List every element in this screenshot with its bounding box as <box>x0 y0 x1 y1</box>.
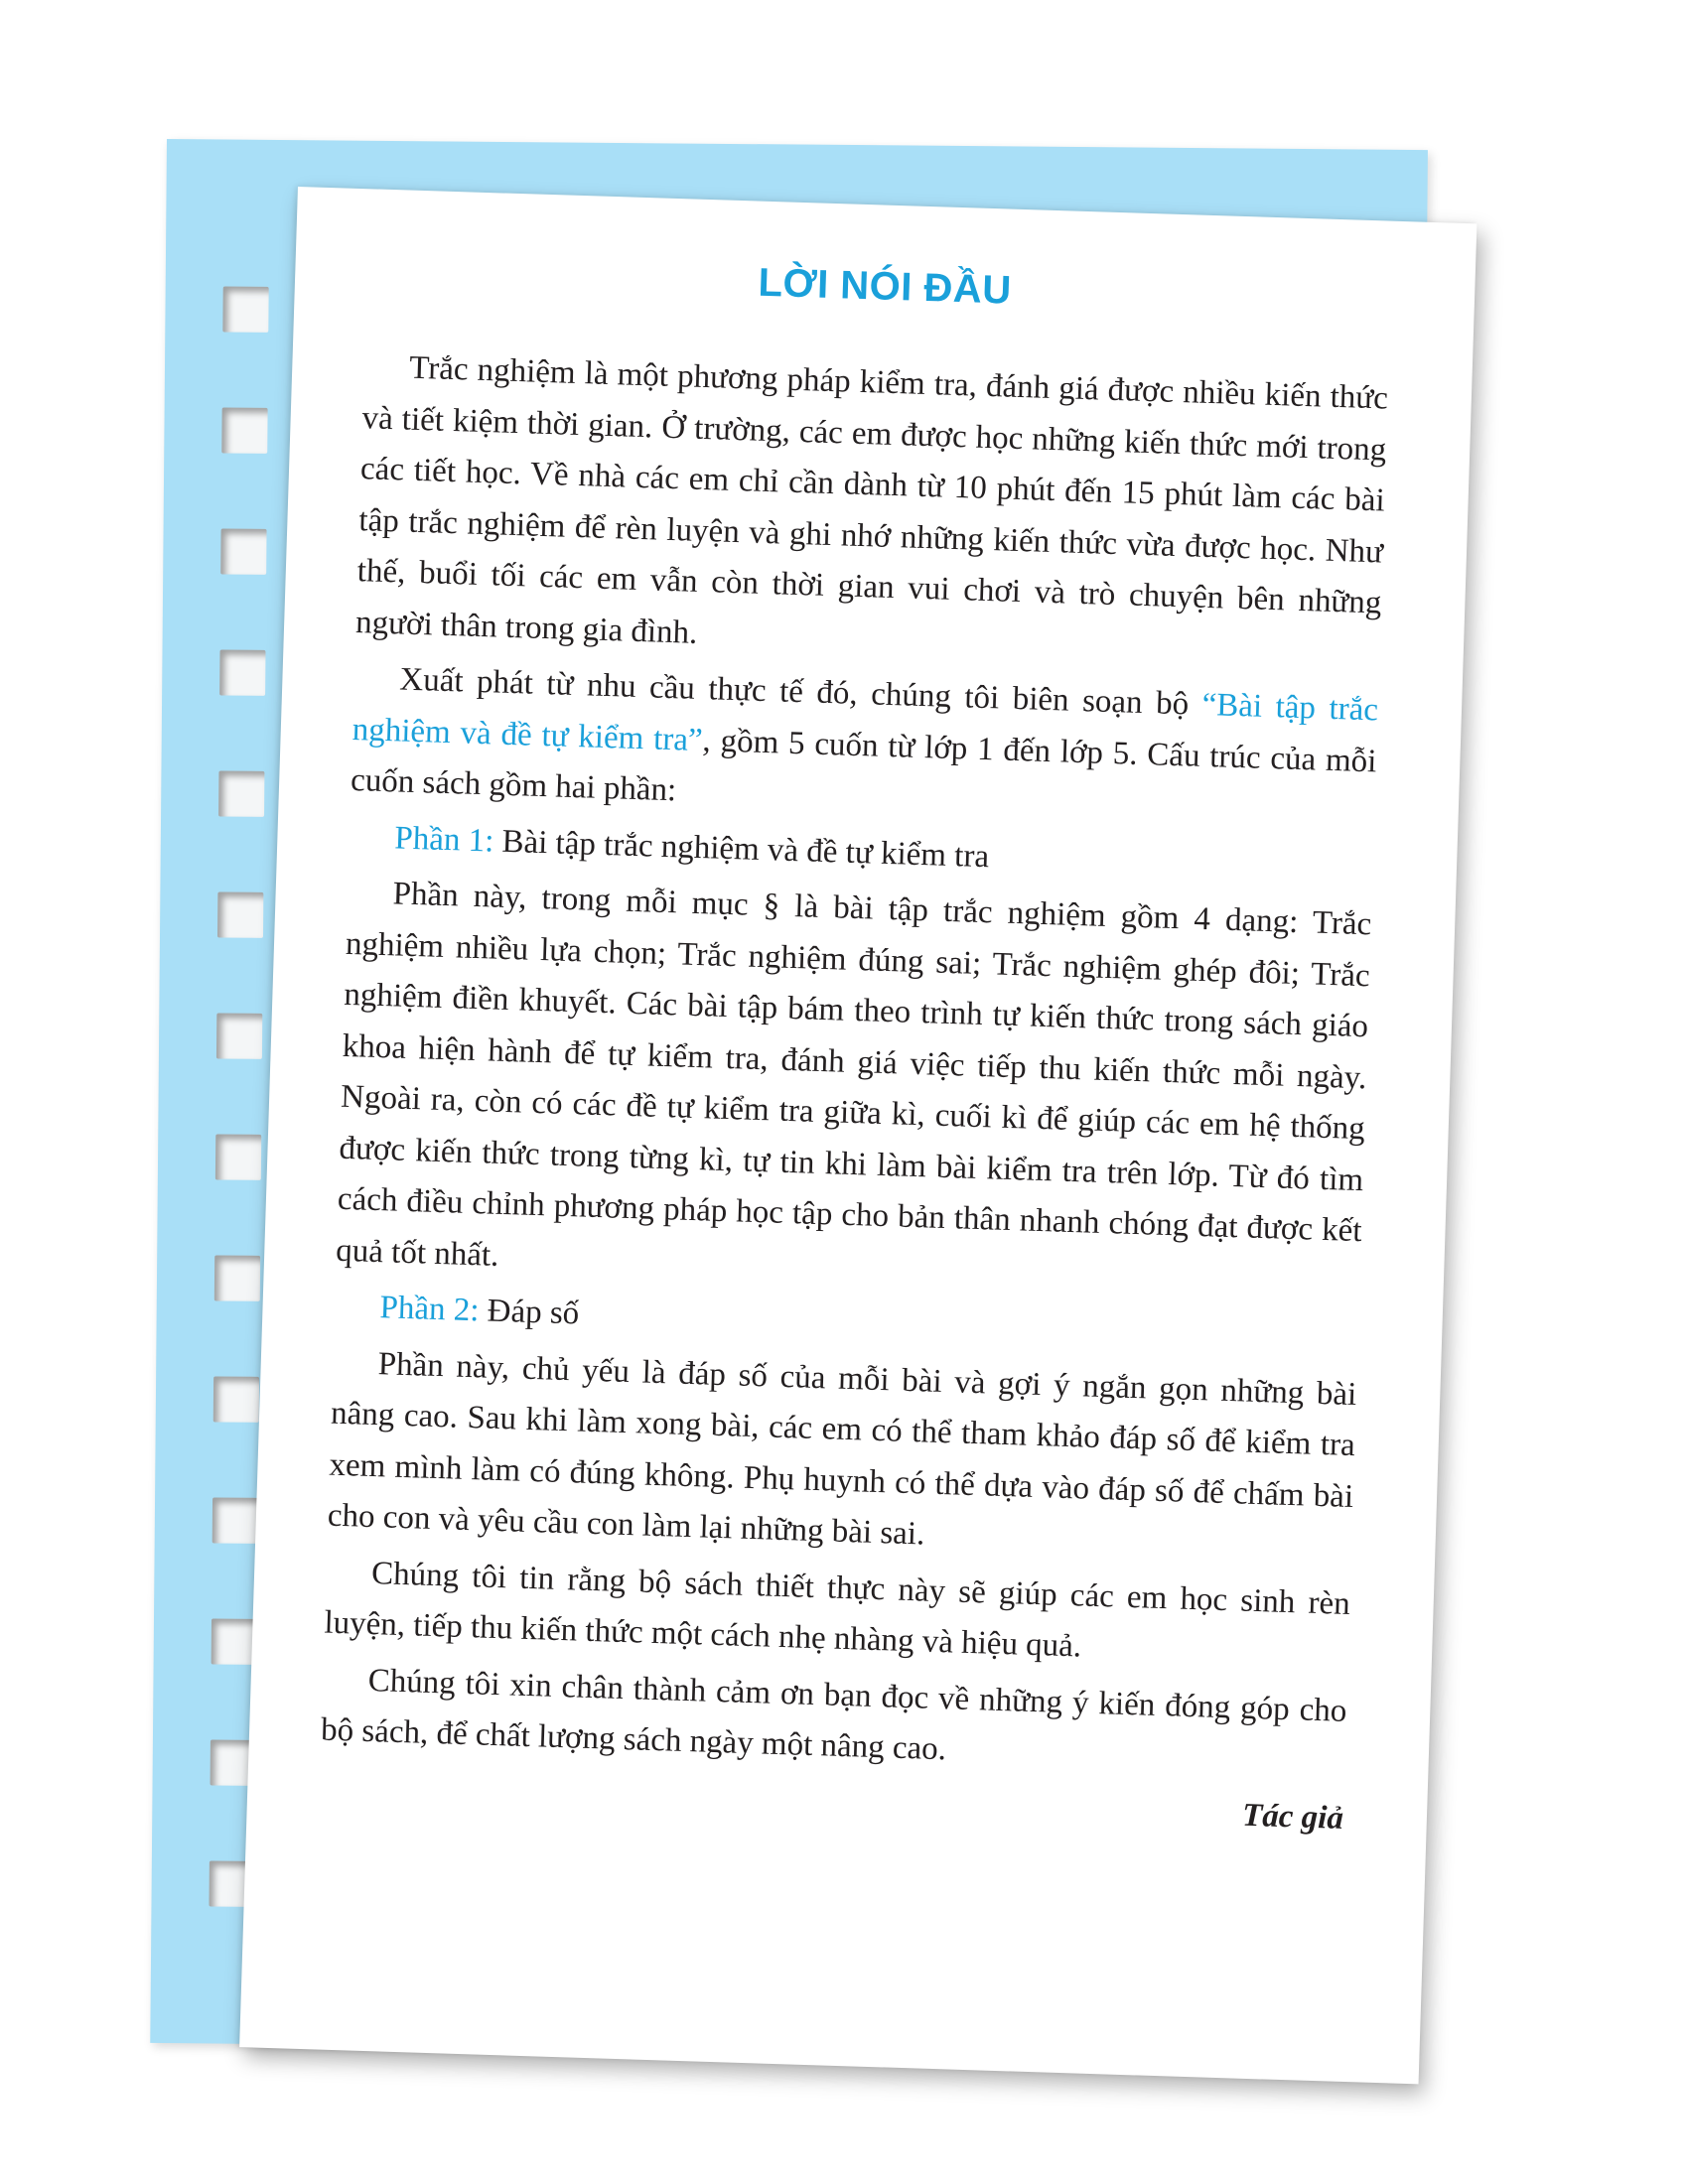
paper-page <box>239 187 1477 2084</box>
paragraph-part-2: Phần này, chủ yếu là đáp số của mỗi bài và gợi ý ngắn gọn những bài nâng cao. Sau khi làm xong bài, các em có thể tham khảo đáp số để kiểm tra xem mình làm có đúng không. Phụ huynh có thể dựa vào đáp số để chấm bài cho con và yêu cầu con làm lại những bài sai. <box>327 1345 1357 1553</box>
part-2-title: Đáp số <box>478 1293 580 1332</box>
paragraph-part-1: Phần này, trong mỗi mục § là bài tập trắc nghiệm gồm 4 dạng: Trắc nghiệm nhiều lựa chọn; Trắc nghiệm đúng sai; Trắc nghiệm ghép đôi; Trắc nghiệm điền khuyết. Các bài tập bám theo trình tự kiến thức trong sách giáo khoa hiện hành để tự kiểm tra, đánh giá việc tiếp thu kiến thức mỗi ngày. Ngoài ra, còn có các đề tự kiểm tra giữa kì, cuối kì để giúp các em hệ thống được kiến thức trong từng kì, tự tin khi làm bài kiểm tra trên lớp. Từ đó tìm cách điều chỉnh phương pháp học tập cho bản thân nhanh chóng đạt được kết quả tốt nhất. <box>335 876 1372 1274</box>
paragraph-thanks: Chúng tôi xin chân thành cảm ơn bạn đọc về những ý kiến đóng góp cho bộ sách, để chất lượng sách ngày một nâng cao. <box>320 1662 1347 1768</box>
part-2-label: Phần 2: <box>379 1290 481 1329</box>
paragraph-series-text-start: Xuất phát từ nhu cầu thực tế đó, chúng tôi biên soạn bộ <box>398 661 1203 723</box>
binder-hole <box>221 407 267 453</box>
binder-hole <box>222 287 268 333</box>
binder-hole <box>214 1255 260 1300</box>
page-title: LỜI NÓI ĐẦU <box>757 260 1013 313</box>
binder-hole <box>212 1497 258 1543</box>
author-signature: Tác giả <box>1241 1797 1344 1837</box>
binder-hole <box>215 1134 261 1179</box>
paragraph-series <box>350 653 1378 839</box>
paragraph-intro: Trắc nghiệm là một phương pháp kiểm tra, đánh giá được nhiều kiến thức và tiết kiệm thời gian. Ở trường, các em được học những kiến thức mới trong các tiết học. Về nhà các em chỉ cần dành từ 10 phút đến 15 phút làm các bài tập trắc nghiệm để rèn luyện và ghi nhớ những kiến thức vừa được học. Như thế, buổi tối các em vẫn còn thời gian vui chơi và trò chuyện bên những người thân trong gia đình. <box>354 349 1389 651</box>
paragraph-series-text-end: , gồm 5 cuốn từ lớp 1 đến lớp 5. Cấu trúc của mỗi cuốn sách gồm hai phần: <box>350 722 1377 809</box>
preface-body <box>318 341 1388 1849</box>
series-title: “Bài tập trắc nghiệm và đề tự kiểm tra” <box>352 686 1379 758</box>
binder-hole <box>220 528 266 574</box>
binder-hole <box>216 1013 262 1058</box>
part-1-label: Phần 1: <box>393 819 494 860</box>
part-1-title: Bài tập trắc nghiệm và đề tự kiểm tra <box>492 823 990 875</box>
binder-hole <box>217 891 263 937</box>
paragraph-belief: Chúng tôi tin rằng bộ sách thiết thực này sẽ giúp các em học sinh rèn luyện, tiếp thu kiến thức một cách nhẹ nhàng và hiệu quả. <box>324 1555 1351 1665</box>
binder-hole <box>211 1618 257 1664</box>
binder-hole <box>213 1376 259 1422</box>
binder-hole <box>219 649 265 695</box>
binder-hole <box>218 770 264 816</box>
